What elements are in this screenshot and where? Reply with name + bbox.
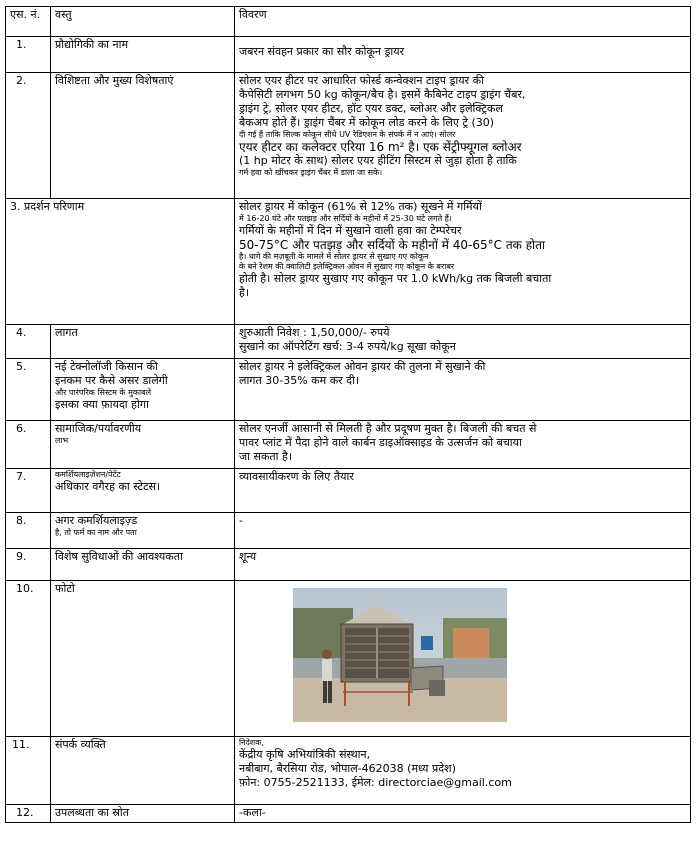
spec-line: कैपेसिटी लगभग 50 kg कोकून/बैच है। इसमें कैबिनेट टाइप ड्राइंग चैंबर, [239, 88, 526, 101]
spec-line: सोलर एयर हीटर पर आधारित फोर्स्ड कन्वेक्शन टाइप ड्रायर की [239, 74, 484, 87]
row-value [235, 737, 691, 805]
label-line: है, तो फर्म का नाम और पता [55, 528, 137, 537]
table-row [6, 469, 691, 513]
cost-line: सुखाने का ऑपरेटिंग खर्च: 3-4 रुपये/kg सूखा कोकून [239, 340, 456, 353]
table-row [6, 37, 691, 73]
row-number: 2. [6, 73, 51, 199]
row-label [51, 421, 235, 469]
result-line: में 16-20 घंटे और पतझड़ और सर्दियों के महीनों में 25-30 घंटे लगते हैं। [239, 214, 452, 223]
result-line: गर्मियों के महीनों में दिन में सुखाने वाली हवा का टेम्परेचर [239, 224, 462, 237]
row-label: विशेष सुविधाओं की आवश्यकता [51, 549, 235, 581]
cost-line: शुरुआती निवेश : 1,50,000/- रुपये [239, 326, 390, 339]
row-number: 12. [6, 805, 51, 823]
row-number: 10. [6, 581, 51, 737]
label-line: सामाजिक/पर्यावरणीय [55, 422, 142, 435]
solar-dryer-photo [293, 588, 507, 722]
label-line: और पारंपरिक सिस्टम के मुकाबले [55, 388, 152, 397]
row-value: - [235, 513, 691, 549]
result-line: सोलर ड्रायर में कोकून (61% से 12% तक) सूखने में गर्मियों [239, 200, 482, 213]
table-row [6, 73, 691, 199]
row-value [235, 359, 691, 421]
spec-line: ड्राइंग ट्रे, सोलर एयर हीटर, हॉट एयर डक्ट, ब्लोअर और इलेक्ट्रिकल [239, 102, 503, 115]
row-number: 7. [6, 469, 51, 513]
label-line: लाभ [55, 436, 69, 445]
spec-line: (1 hp मोटर के साथ) सोलर एयर हीटिंग सिस्टम से जुड़ा होता है ताकि [239, 154, 517, 167]
benefit-line: सोलर ड्रायर ने इलेक्ट्रिकल ओवन ड्रायर की तुलना में सुखाने की [239, 360, 486, 373]
contact-line: नबीबाग, बैरसिया रोड, भोपाल-462038 (मध्य प्रदेश) [239, 762, 456, 775]
row-number: 8. [6, 513, 51, 549]
spec-line: बैकअप होते हैं। ड्राइंग चैंबर में कोकून लोड करने के लिए ट्रे (30) [239, 116, 495, 129]
spec-line: एयर हीटर का कलेक्टर एरिया 16 m² है। एक सेंट्रीफ्यूगल ब्लोअर [239, 140, 522, 154]
row-label-text: प्रदर्शन परिणाम [24, 200, 85, 213]
table-row [6, 199, 691, 325]
table-row [6, 513, 691, 549]
table-row [6, 421, 691, 469]
table-header [6, 7, 691, 37]
technology-table [5, 6, 691, 823]
row-label: संपर्क व्यक्ति [51, 737, 235, 805]
result-line: होती है। सोलर ड्रायर सुखाए गए कोकून पर 1.0 kWh/kg तक बिजली बचाता [239, 272, 552, 285]
result-line: 50-75°C और पतझड़ और सर्दियों के महीनों में 40-65°C तक होता [239, 238, 546, 252]
row-label [51, 513, 235, 549]
row-label: लागत [51, 325, 235, 359]
row-number: 6. [6, 421, 51, 469]
row-value [235, 199, 691, 325]
table-row [6, 359, 691, 421]
spec-line: दी गई हैं ताकि सिल्क कोकून सीधे UV रेडिएशन के संपर्क में न आएं। सोलर [239, 130, 456, 139]
header-detail: विवरण [235, 7, 691, 37]
header-sno: एस. नं. [6, 7, 51, 37]
row-label [51, 359, 235, 421]
row-label: प्रौद्योगिकी का नाम [51, 37, 235, 73]
row-label [51, 469, 235, 513]
label-line: नई टेक्नोलॉजी किसान की [55, 360, 158, 373]
label-line: अगर कमर्शियलाइज़्ड [55, 514, 138, 527]
social-line: सोलर एनर्जी आसानी से मिलती है और प्रदूषण मुक्त है। बिजली की बचत से [239, 422, 537, 435]
contact-email-line[interactable]: फ़ोन: 0755-2521133, ईमेल: directorciae@gmail.com [239, 776, 512, 789]
table-row [6, 581, 691, 737]
row-label [6, 199, 235, 325]
row-number: 11. [6, 737, 51, 805]
label-line: इसका क्या फ़ायदा होगा [55, 398, 149, 411]
social-line: जा सकता है। [239, 450, 293, 463]
row-value: शून्य [235, 549, 691, 581]
row-label: विशिष्टता और मुख्य विशेषताएं [51, 73, 235, 199]
row-number: 3. [10, 200, 21, 213]
row-number: 5. [6, 359, 51, 421]
table-row [6, 737, 691, 805]
row-value [235, 325, 691, 359]
row-value [235, 73, 691, 199]
contact-line: केंद्रीय कृषि अभियांत्रिकी संस्थान, [239, 748, 371, 761]
row-value [235, 421, 691, 469]
row-number: 4. [6, 325, 51, 359]
table-row [6, 325, 691, 359]
row-label: फोटो [51, 581, 235, 737]
row-value: व्यावसायीकरण के लिए तैयार [235, 469, 691, 513]
photo-cell [235, 581, 691, 737]
table-row [6, 805, 691, 823]
benefit-line: लागत 30-35% कम कर दी। [239, 374, 360, 387]
contact-line: निदेशक, [239, 738, 264, 747]
row-label: उपलब्धता का स्रोत [51, 805, 235, 823]
social-line: पावर प्लांट में पैदा होने वाले कार्बन डाइऑक्साइड के उत्सर्जन को बचाया [239, 436, 522, 449]
header-item: वस्तु [51, 7, 235, 37]
label-line: अधिकार वगैरह का स्टेटस। [55, 480, 161, 493]
result-line: के बने रेशम की क्वालिटी इलेक्ट्रिकल ओवन में सुखाए गए कोकून के बराबर [239, 262, 455, 271]
table-row [6, 549, 691, 581]
row-value: -कला- [235, 805, 691, 823]
row-value: जबरन संवहन प्रकार का सौर कोकून ड्रायर [235, 37, 691, 73]
result-line: है। धागे की मज़बूती के मामले में सोलर ड्रायर से सुखाए गए कोकून [239, 252, 429, 261]
row-number: 9. [6, 549, 51, 581]
result-line: है। [239, 286, 250, 299]
spec-line: गर्म हवा को खींचकर ड्राइंग चैंबर में डाला जा सके। [239, 168, 383, 177]
label-line: कमर्शियलाइज़ेशन/पेटेंट [55, 470, 121, 479]
label-line: इनकम पर कैसे असर डालेगी [55, 374, 168, 387]
row-number: 1. [6, 37, 51, 73]
